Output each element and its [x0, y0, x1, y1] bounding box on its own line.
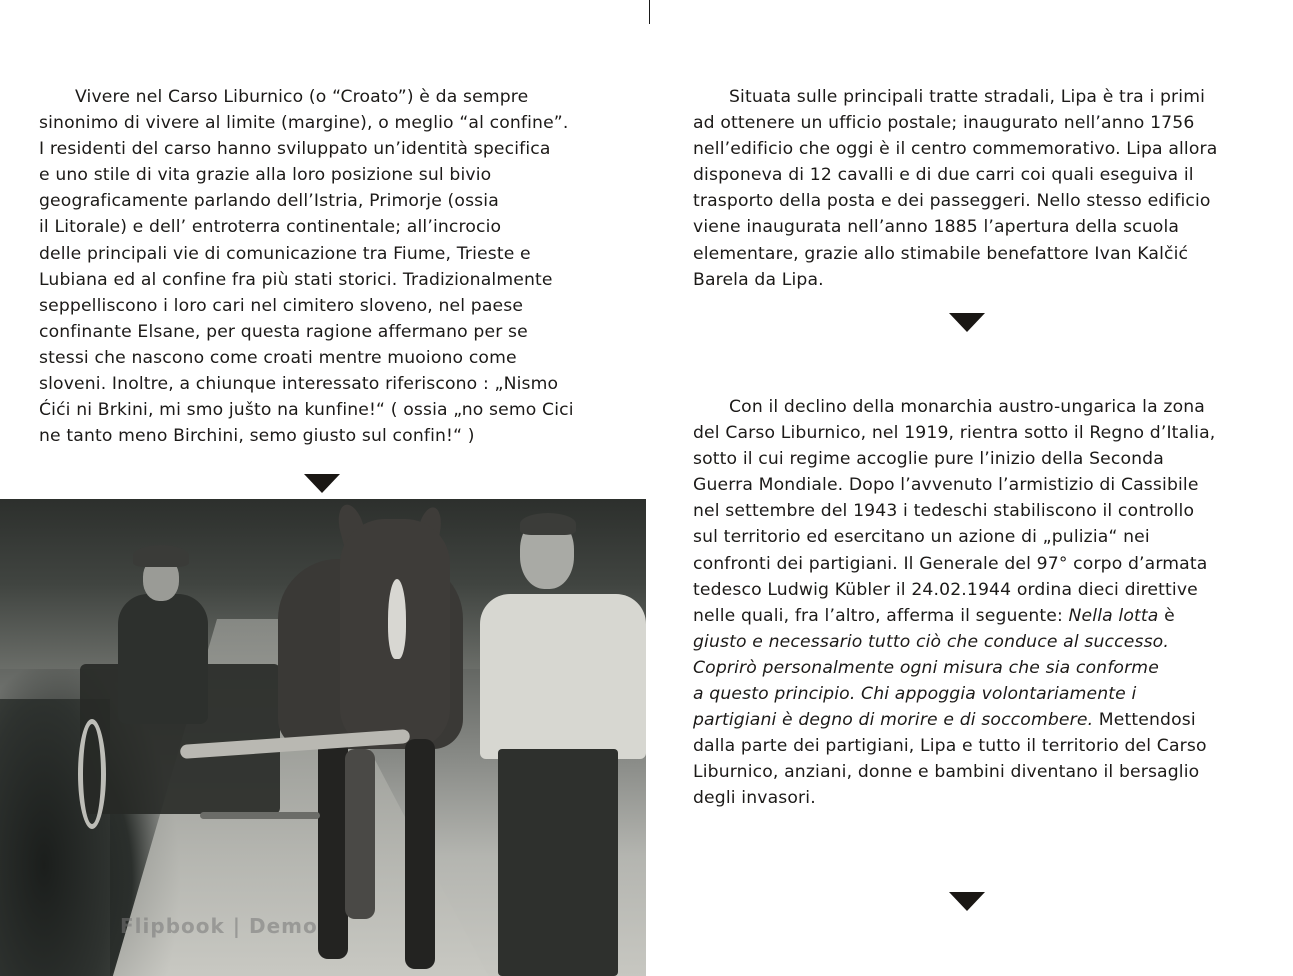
photo-cart-wheel: [78, 719, 106, 829]
text-line: e uno stile di vita grazie alla loro posizione sul bivio: [39, 165, 492, 186]
photo-cart-shaft: [200, 812, 320, 819]
text-plain: è: [1158, 605, 1175, 626]
text-line: Liburnico, anziani, donne e bambini diventano il bersaglio: [693, 762, 1200, 783]
triangle-down-icon: [949, 313, 985, 332]
text-line: degli invasori.: [693, 788, 816, 809]
text-line: sotto il cui regime accoglie pure l’inizio della Seconda: [693, 449, 1164, 470]
text-line: [693, 707, 1263, 733]
text-line: sul territorio ed esercitano un azione di „pulizia“ nei: [693, 527, 1150, 548]
quote-italic: Coprirò personalmente ogni misura che sia conforme: [693, 657, 1159, 678]
text-line: nell’edificio che oggi è il centro commemorativo. Lipa allora: [693, 139, 1218, 160]
text-line: ne tanto meno Birchini, semo giusto sul confin!“ ): [39, 426, 475, 447]
photo-horse-leg: [345, 749, 375, 919]
paragraph-austro-hungarian-decline: [693, 394, 1263, 812]
text-line: Guerra Mondiale. Dopo l’avvenuto l’armistizio di Cassibile: [693, 475, 1199, 496]
quote-italic: giusto e necessario tutto ciò che conduce al successo.: [693, 631, 1169, 652]
text-line: il Litorale) e dell’ entroterra continentale; all’incrocio: [39, 217, 502, 238]
text-line: disponeva di 12 cavalli e di due carri coi quali eseguiva il: [693, 165, 1194, 186]
photo-man-hair: [520, 513, 576, 535]
text-line: seppelliscono i loro cari nel cimitero sloveno, nel paese: [39, 295, 524, 316]
text-line: nel settembre del 1943 i tedeschi stabiliscono il controllo: [693, 501, 1195, 522]
text-line: [693, 629, 1263, 655]
quote-italic: partigiani è degno di morire e di soccombere.: [693, 710, 1094, 731]
triangle-down-icon: [304, 474, 340, 493]
photo-horse-leg: [405, 739, 435, 969]
text-line: Situata sulle principali tratte stradali, Lipa è tra i primi: [729, 87, 1206, 107]
text-line: del Carso Liburnico, nel 1919, rientra sotto il Regno d’Italia,: [693, 423, 1216, 444]
text-line: Con il declino della monarchia austro-ungarica la zona: [729, 397, 1205, 417]
watermark: Flipbook | Demo: [120, 914, 318, 938]
quote-italic: Nella lotta: [1068, 605, 1159, 626]
historic-photo-horse-cart: [0, 499, 646, 976]
text-line: Ćići ni Brkini, mi smo jušto na kunfine!“ ( ossia „no semo Cici: [39, 400, 574, 421]
text-line: trasporto della posta e dei passeggeri. Nello stesso edificio: [693, 191, 1211, 212]
photo-man-shirt: [480, 594, 646, 759]
text-plain: nelle quali, fra l’altro, afferma il seguente:: [693, 605, 1069, 626]
text-line: geograficamente parlando dell’Istria, Primorje (ossia: [39, 191, 499, 212]
text-line: Vivere nel Carso Liburnico (o “Croato”) è da sempre: [75, 87, 529, 107]
text-line: confinante Elsane, per questa ragione affermano per se: [39, 321, 528, 342]
text-line: tedesco Ludwig Kübler il 24.02.1944 ordina dieci direttive: [693, 579, 1198, 600]
paragraph-lipa-postal-office: [693, 84, 1263, 293]
quote-italic: a questo principio. Chi appoggia volontariamente i: [693, 684, 1137, 705]
text-line: stessi che nascono come croati mentre muoiono come: [39, 347, 517, 368]
photo-horse-leg: [318, 739, 348, 959]
text-line: Barela da Lipa.: [693, 269, 824, 290]
photo-old-man-body: [118, 594, 208, 724]
paragraph-carso-liburnico: [39, 84, 609, 449]
photo-old-man-hat: [133, 545, 189, 567]
text-line: [693, 681, 1263, 707]
text-line: ad ottenere un ufficio postale; inaugurato nell’anno 1756: [693, 113, 1195, 134]
text-line: Lubiana ed al confine fra più stati storici. Tradizionalmente: [39, 269, 553, 290]
triangle-down-icon: [949, 892, 985, 911]
text-plain: Mettendosi: [1093, 710, 1196, 731]
right-page: [650, 0, 1293, 976]
text-line: dalla parte dei partigiani, Lipa e tutto il territorio del Carso: [693, 736, 1207, 757]
text-line: confronti dei partigiani. Il Generale del 97° corpo d’armata: [693, 553, 1208, 574]
text-line: [693, 655, 1263, 681]
text-line: I residenti del carso hanno sviluppato un’identità specifica: [39, 139, 551, 160]
text-line: elementare, grazie allo stimabile benefattore Ivan Kalčić: [693, 243, 1189, 264]
photo-horse-blaze: [388, 579, 406, 659]
text-line: delle principali vie di comunicazione tra Fiume, Trieste e: [39, 243, 531, 264]
text-line: sinonimo di vivere al limite (margine), o meglio “al confine”.: [39, 113, 569, 134]
photo-man-pants: [498, 749, 618, 976]
text-line: [693, 603, 1263, 629]
text-line: sloveni. Inoltre, a chiunque interessato riferiscono : „Nismo: [39, 374, 559, 395]
text-line: viene inaugurata nell’anno 1885 l’apertura della scuola: [693, 217, 1180, 238]
